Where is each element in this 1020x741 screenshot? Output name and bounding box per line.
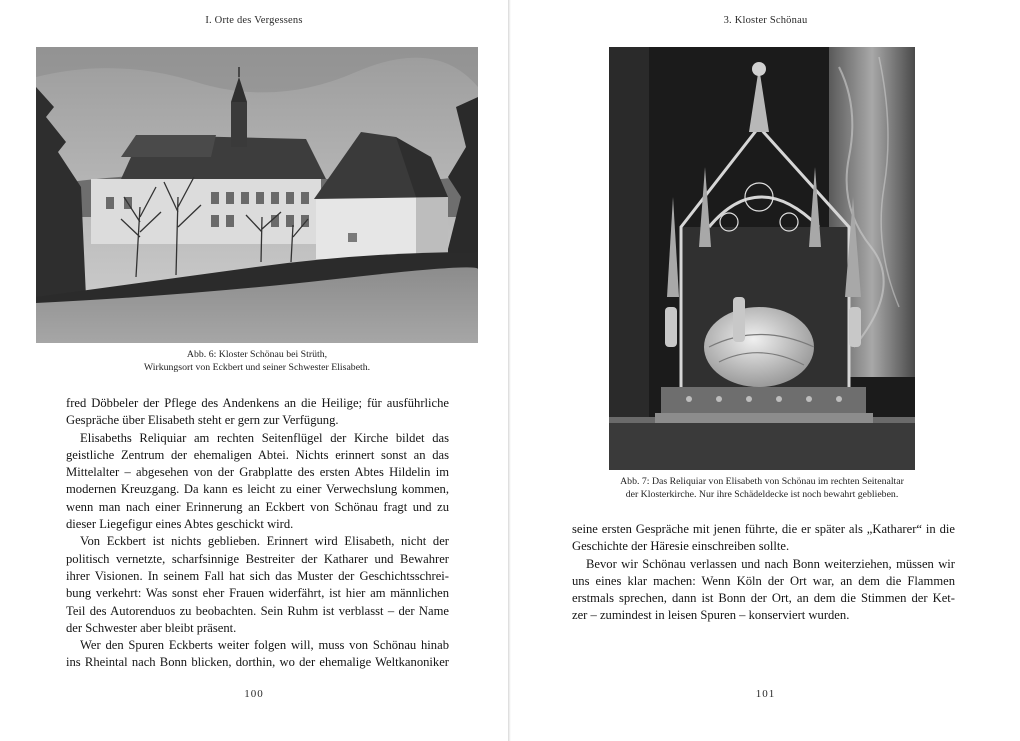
caption-line: der Klosterkirche. Nur ihre Schädeldecke ist noch bewahrt geblieben. <box>625 489 899 500</box>
text-line: modernen Kreuzgang. Da kann es leicht zu einer Verwechslung kommen, <box>66 482 449 497</box>
text-line: ins Rheintal nach Bonn blicken, dorthin, wo der ehemalige Weltkanoniker <box>66 655 449 670</box>
text-line: Von Eckbert ist nichts geblieben. Erinnert wird Elisabeth, nicht der <box>80 534 449 549</box>
text-line: dieser Liegefigur eines Abtes geschickt wird. <box>66 517 294 532</box>
monastery-illustration <box>36 47 478 343</box>
text-line: politisch vernetzte, scharfsinnige Bestreiter der Katharer und Bewahrer <box>66 551 449 566</box>
caption-line: Abb. 6: Kloster Schönau bei Strüth, <box>186 349 328 360</box>
caption-line: Abb. 7: Das Reliquiar von Elisabeth von Schönau im rechten Seitenaltar <box>620 476 904 487</box>
text-line: wenn man nach einer Erinnerung an Eckbert von Schönau fragt und zu <box>66 499 449 514</box>
left-page <box>0 0 508 741</box>
text-line: Gespräche über Elisabeth steht er gern zur Verfügung. <box>66 413 339 428</box>
body-text-left <box>66 395 449 672</box>
text-line: Bevor wir Schönau verlassen und nach Bonn weiterziehen, müssen wir <box>586 556 955 571</box>
text-line: erstmals sprechen, dann ist Bonn der Ort, an dem die Stimmen der Ket- <box>572 591 955 606</box>
text-line: zer – zumindest in leisen Spuren – konserviert wurden. <box>572 608 850 623</box>
running-head-right: 3. Kloster Schönau <box>723 15 808 26</box>
page-number-left: 100 <box>244 688 264 700</box>
reliquary-illustration <box>609 47 915 470</box>
text-line: uns eines klar machen: Wenn Köln der Ort war, an dem die Flammen <box>572 573 955 588</box>
figure-caption-left <box>36 348 478 374</box>
text-line: der Schwester aber bleibt präsent. <box>66 620 237 635</box>
text-line: Mittelalter – abgesehen von der Grabplatte des ersten Abtes Hildelin im <box>66 465 449 480</box>
text-line: ihrer Visionen. In seinem Fall hat sich das Muster der Geschichtsschrei- <box>66 568 449 583</box>
photo-kloster-schoenau <box>36 47 478 343</box>
right-page <box>511 0 1020 741</box>
text-line: Elisabeths Reliquiar am rechten Seitenflügel der Kirche bildet das <box>80 430 449 445</box>
text-line: seine ersten Gespräche mit jenen führte, die er später als „Katharer“ in die <box>572 522 955 536</box>
text-line: Geschichte der Häresie einschreiben sollte. <box>572 539 790 554</box>
text-line: Wer den Spuren Eckberts weiter folgen will, muss von Schönau hinab <box>80 638 449 653</box>
text-line: bung verkehrt: Was sonst eher Frauen widerfährt, ist hier am männlichen <box>66 586 449 601</box>
body-text-right <box>572 521 955 625</box>
text-line: Teil des Autorenduos zu beobachten. Sein Ruhm ist verblasst – der Name <box>66 603 449 618</box>
running-head-left: I. Orte des Vergessens <box>205 15 303 26</box>
caption-line: Wirkungsort von Eckbert und seiner Schwester Elisabeth. <box>143 362 371 373</box>
text-line: geistliche Zentrum der ehemaligen Abtei. Nichts erinnert sonst an das <box>66 447 449 462</box>
text-line: fred Döbbeler der Pflege des Andenkens an die Heilige; für ausführliche <box>66 396 449 410</box>
photo-reliquary <box>609 47 915 470</box>
page-number-right: 101 <box>755 688 776 700</box>
figure-caption-right <box>599 475 925 501</box>
